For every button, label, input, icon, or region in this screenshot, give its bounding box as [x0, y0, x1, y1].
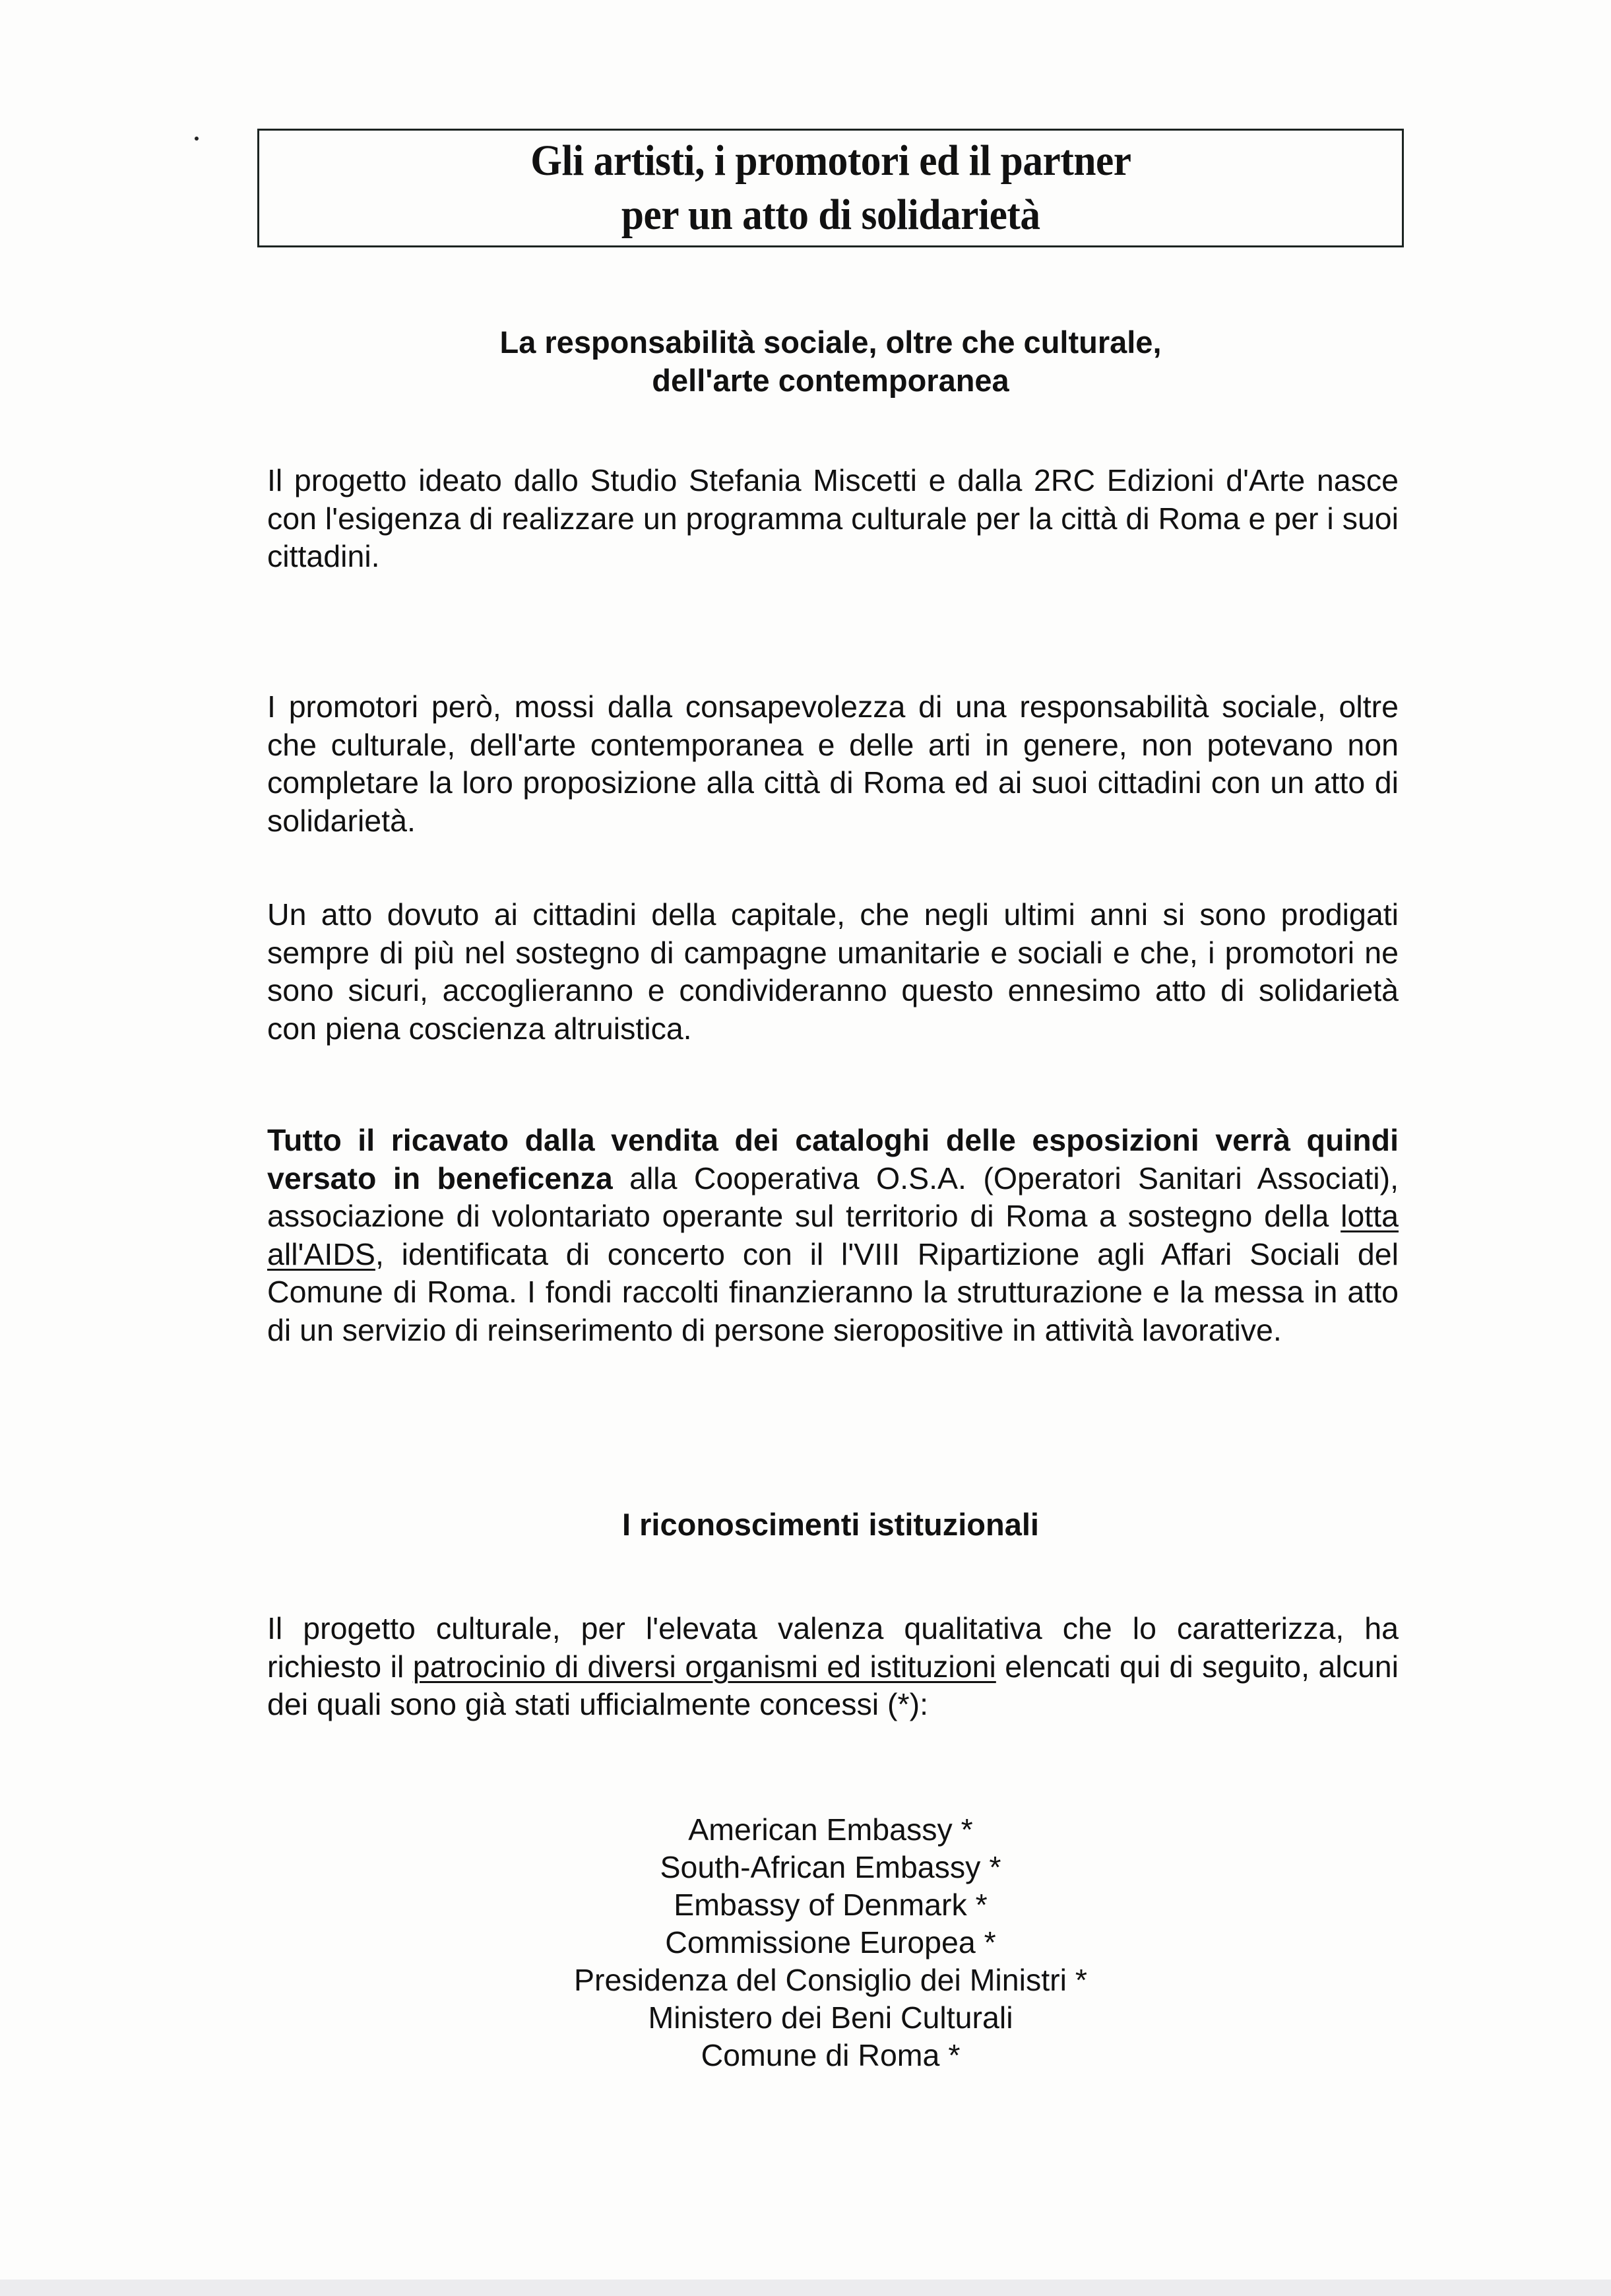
institutions-list [257, 1811, 1404, 2074]
institution-item: Embassy of Denmark * [674, 1888, 988, 1922]
subtitle-line-2: dell'arte contemporanea [652, 363, 1009, 398]
paragraph-citizens: Un atto dovuto ai cittadini della capitale, che negli ultimi anni si sono prodigati sempre di più nel sostegno di campagne umanitarie e sociali e che, i promotori ne sono sicuri, accoglieranno e condivideranno questo ennesimo atto di solidarietà con piena coscienza altruistica. [267, 897, 1399, 1046]
subtitle-line-1: La responsabilità sociale, oltre che culturale, [499, 325, 1162, 360]
institution-item: Commissione Europea * [665, 1925, 996, 1960]
paragraph-project-intro: Il progetto ideato dallo Studio Stefania Miscetti e dalla 2RC Edizioni d'Arte nasce con l'esigenza di realizzare un programma culturale per la città di Roma e per i suoi cittadini. [267, 463, 1399, 573]
paragraph-charity [267, 1122, 1399, 1349]
paragraph-promoters: I promotori però, mossi dalla consapevolezza di una responsabilità sociale, oltre che culturale, dell'arte contemporanea e delle arti in genere, non potevano non completare la loro proposizione alla città di Roma ed ai suoi cittadini con un atto di solidarietà. [267, 689, 1399, 838]
scan-page-edge [0, 2280, 1611, 2296]
title-line-1: Gli artisti, i promotori ed il partner [530, 137, 1131, 185]
charity-text-a: alla Cooperativa O.S.A. (Operatori Sanitari Associati), associazione di volontariato operante sul territorio di Roma a sostegno della [267, 1161, 1399, 1233]
institution-item: American Embassy * [688, 1812, 973, 1847]
patronage-underlined: patrocinio di diversi organismi ed istituzioni [412, 1649, 996, 1684]
charity-bold-lead: Tutto il ricavato dalla vendita dei cataloghi delle esposizioni verrà quindi versato in beneficenza [267, 1123, 1399, 1196]
patronage-text-a: Il progetto culturale, per l'elevata valenza qualitativa che lo caratterizza, ha richiesto il [267, 1611, 1399, 1684]
subtitle [257, 323, 1404, 400]
institution-item: South-African Embassy * [660, 1850, 1001, 1884]
section-heading-recognitions: I riconoscimenti istituzionali [622, 1507, 1039, 1542]
institution-item: Presidenza del Consiglio dei Ministri * [574, 1963, 1087, 1997]
patronage-text-b: elencati qui di seguito, alcuni dei quali sono già stati ufficialmente concessi (*): [267, 1649, 1399, 1721]
paragraph-patronage [267, 1610, 1399, 1724]
title-line-2: per un atto di solidarietà [621, 191, 1040, 239]
charity-underlined: lotta all'AIDS [267, 1199, 1399, 1271]
title-box [257, 129, 1404, 247]
charity-text-b: , identificata di concerto con il l'VIII Ripartizione agli Affari Sociali del Comune di Roma. I fondi raccolti finanzieranno la strutturazione e la messa in atto di un servizio di reinserimento di persone sieropositive in attività lavorative. [267, 1236, 1399, 1347]
institution-item: Comune di Roma * [701, 2038, 961, 2072]
scan-speck [195, 137, 199, 141]
institution-item: Ministero dei Beni Culturali [648, 2000, 1013, 2035]
